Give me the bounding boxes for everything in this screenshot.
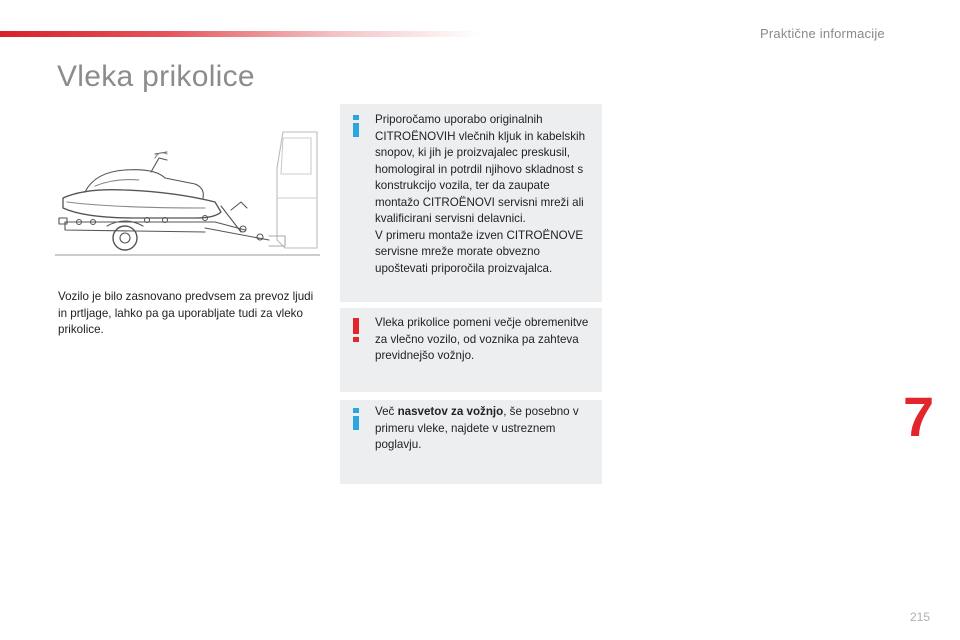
note-text: Priporočamo uporabo originalnih CITROËNOVIH vlečnih kljuk in kabelskih snopov, ki jih je proizvajalec preskusil, homologiral in potrdil njihovo skladnost s konstrukcijo vozila, ter da zaupate montažo CITROËNOVI servisni mreži ali kvalificirani servisni delavnici. — [375, 113, 586, 225]
warning-icon — [353, 318, 359, 342]
info-icon — [353, 408, 359, 432]
note-text-prefix: Več — [375, 405, 398, 418]
intro-paragraph: Vozilo je bilo zasnovano predvsem za prevoz ljudi in prtljage, lahko pa ga uporabljate tudi za vleko prikolice. — [58, 290, 314, 336]
info-note-original-parts — [340, 104, 602, 302]
section-title: Praktične informacije — [760, 26, 885, 41]
note-text-2: V primeru montaže izven CITROËNOVE servisne mreže morate obvezno upoštevati priporočila proizvajalca. — [375, 228, 584, 275]
info-icon — [353, 115, 359, 139]
driving-tips-link-text: nasvetov za vožnjo — [397, 405, 504, 418]
note-text: Vleka prikolice pomeni večje obremenitve za vlečno vozilo, od voznika pa zahteva previdnejšo vožnjo. — [375, 316, 589, 362]
page-title: Vleka prikolice — [57, 60, 255, 93]
note-text — [375, 404, 594, 454]
chapter-number: 7 — [903, 385, 935, 448]
note-text-suffix: , še posebno v primeru vleke, najdete v ustreznem poglavju. — [375, 405, 579, 451]
warning-note-towing-load — [340, 308, 602, 392]
page-number: 215 — [910, 610, 931, 624]
info-note-driving-tips — [340, 400, 602, 484]
jetski-trailer-illustration — [55, 128, 320, 260]
header-accent-bar — [0, 31, 480, 37]
